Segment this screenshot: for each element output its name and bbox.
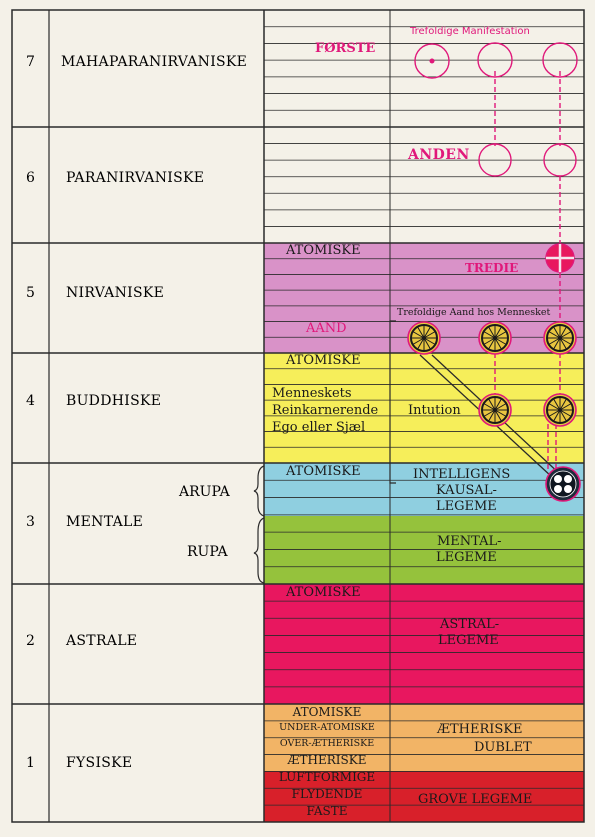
astral-body-line-1: ASTRAL- [440, 617, 500, 632]
plane-name-7: MAHAPARANIRVANISKE [61, 54, 248, 70]
rupa-label: RUPA [187, 544, 228, 560]
plane-number-7: 7 [26, 54, 35, 70]
plane-number-2: 2 [26, 633, 35, 649]
buddhic-atomic-label: ATOMISKE [286, 353, 361, 368]
ego-line-2: Reinkarnerende [272, 403, 379, 418]
forste-label: FØRSTE [315, 41, 376, 56]
trefoldige-aand-title: Trefoldige Aand hos Mennesket [397, 307, 551, 318]
plane-number-5: 5 [26, 285, 35, 301]
causal-line-3: LEGEME [436, 499, 497, 514]
plane-number-6: 6 [26, 170, 35, 186]
plane-name-4: BUDDHISKE [66, 393, 162, 409]
dublet-label: DUBLET [474, 740, 532, 755]
physical-level: FLYDENDE [291, 787, 363, 801]
physical-levels [264, 704, 390, 820]
plane-name-6: PARANIRVANISKE [66, 170, 205, 186]
nirvanic-atomic-label: ATOMISKE [286, 243, 361, 258]
dense-body-label: GROVE LEGEME [418, 792, 533, 807]
arupa-label: ARUPA [179, 484, 230, 500]
intuition-label: Intution [408, 403, 461, 418]
ego-line-3: Ego eller Sjæl [272, 420, 366, 435]
physical-level: OVER-ÆTHERISKE [279, 738, 375, 749]
astral-atomic-label: ATOMISKE [286, 585, 361, 600]
tredie-label: TREDIE [465, 261, 519, 275]
physical-level: UNDER-ATOMISKE [279, 722, 375, 733]
mental-body-line-1: MENTAL- [437, 534, 502, 549]
plane-name-3: MENTALE [66, 514, 144, 530]
mental-body-line-2: LEGEME [436, 550, 497, 565]
causal-line-2: KAUSAL- [436, 483, 497, 498]
mental-atomic-label: ATOMISKE [286, 464, 361, 479]
plane-number-1: 1 [26, 755, 35, 771]
plane-number-3: 3 [26, 514, 35, 530]
aand-label: AAND [306, 321, 347, 336]
physical-level: ATOMISKE [292, 705, 362, 719]
ego-line-1: Menneskets [272, 386, 352, 401]
etheric-label: ÆTHERISKE [437, 722, 523, 737]
plane-number-4: 4 [26, 393, 35, 409]
anden-label: ANDEN [408, 147, 470, 163]
physical-level: ÆTHERISKE [287, 753, 367, 767]
plane-name-1: FYSISKE [66, 755, 133, 771]
plane-name-2: ASTRALE [66, 633, 138, 649]
plane-name-5: NIRVANISKE [66, 285, 165, 301]
physical-level: FASTE [306, 804, 348, 818]
trefoldige-manifestation-title: Trefoldige Manifestation [410, 26, 530, 37]
astral-body-line-2: LEGEME [438, 633, 499, 648]
physical-level: LUFTFORMIGE [278, 770, 376, 784]
causal-line-1: INTELLIGENS [413, 467, 511, 482]
